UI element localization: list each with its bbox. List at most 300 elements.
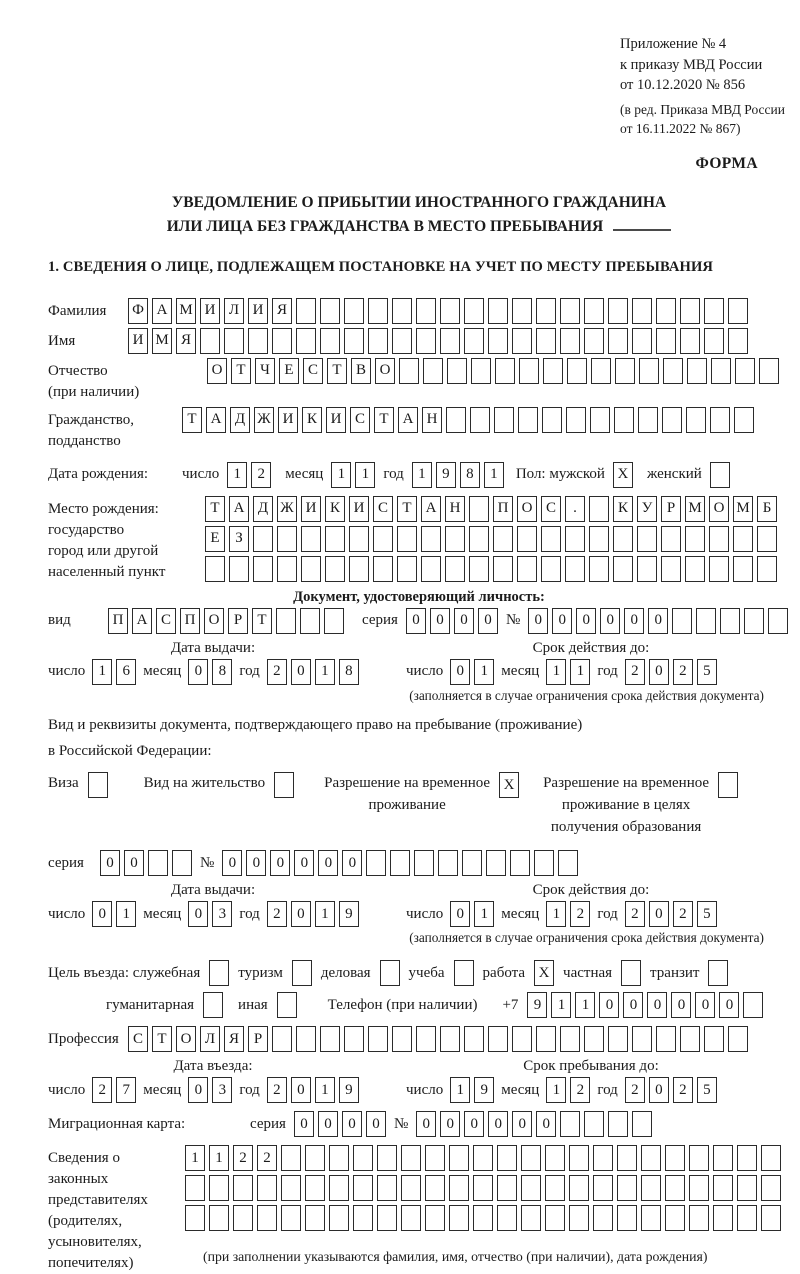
- char-cell[interactable]: 2: [625, 659, 645, 685]
- char-cell[interactable]: 9: [339, 901, 359, 927]
- char-cell[interactable]: [488, 1026, 508, 1052]
- char-cell[interactable]: [560, 328, 580, 354]
- char-cell[interactable]: [704, 1026, 724, 1052]
- char-cell[interactable]: [687, 358, 707, 384]
- char-cell[interactable]: 0: [528, 608, 548, 634]
- char-cell[interactable]: 9: [436, 462, 456, 488]
- char-cell[interactable]: [401, 1175, 421, 1201]
- char-cell[interactable]: Т: [205, 496, 225, 522]
- char-cell[interactable]: 0: [454, 608, 474, 634]
- char-cell[interactable]: [632, 298, 652, 324]
- char-cell[interactable]: О: [176, 1026, 196, 1052]
- char-cell[interactable]: 0: [464, 1111, 484, 1137]
- char-cell[interactable]: Т: [231, 358, 251, 384]
- char-cell[interactable]: 1: [551, 992, 571, 1018]
- char-cell[interactable]: [272, 328, 292, 354]
- char-cell[interactable]: [566, 407, 586, 433]
- char-cell[interactable]: Н: [422, 407, 442, 433]
- char-cell[interactable]: [425, 1205, 445, 1231]
- char-cell[interactable]: [233, 1205, 253, 1231]
- char-cell[interactable]: 1: [484, 462, 504, 488]
- char-cell[interactable]: [665, 1145, 685, 1171]
- char-cell[interactable]: [301, 556, 321, 582]
- char-cell[interactable]: [344, 298, 364, 324]
- char-cell[interactable]: 1: [412, 462, 432, 488]
- char-cell[interactable]: [661, 556, 681, 582]
- char-cell[interactable]: [353, 1205, 373, 1231]
- char-cell[interactable]: [329, 1205, 349, 1231]
- char-cell[interactable]: [713, 1205, 733, 1231]
- char-cell[interactable]: [497, 1205, 517, 1231]
- char-cell[interactable]: [608, 298, 628, 324]
- char-cell[interactable]: 1: [450, 1077, 470, 1103]
- char-cell[interactable]: [209, 1175, 229, 1201]
- char-cell[interactable]: [713, 1175, 733, 1201]
- char-cell[interactable]: 1: [355, 462, 375, 488]
- char-cell[interactable]: [397, 526, 417, 552]
- char-cell[interactable]: [368, 328, 388, 354]
- char-cell[interactable]: [761, 1205, 781, 1231]
- char-cell[interactable]: О: [517, 496, 537, 522]
- char-cell[interactable]: 8: [460, 462, 480, 488]
- char-cell[interactable]: С: [156, 608, 176, 634]
- char-cell[interactable]: [543, 358, 563, 384]
- char-cell[interactable]: [470, 407, 490, 433]
- char-cell[interactable]: И: [349, 496, 369, 522]
- char-cell[interactable]: К: [302, 407, 322, 433]
- residence-permit-checkbox[interactable]: [274, 772, 294, 798]
- char-cell[interactable]: М: [685, 496, 705, 522]
- char-cell[interactable]: 0: [648, 608, 668, 634]
- char-cell[interactable]: 0: [440, 1111, 460, 1137]
- char-cell[interactable]: [593, 1205, 613, 1231]
- char-cell[interactable]: [148, 850, 168, 876]
- char-cell[interactable]: 3: [212, 1077, 232, 1103]
- char-cell[interactable]: [632, 1111, 652, 1137]
- char-cell[interactable]: 0: [512, 1111, 532, 1137]
- char-cell[interactable]: 9: [527, 992, 547, 1018]
- char-cell[interactable]: [272, 1026, 292, 1052]
- char-cell[interactable]: Т: [374, 407, 394, 433]
- char-cell[interactable]: [469, 526, 489, 552]
- char-cell[interactable]: [209, 1205, 229, 1231]
- char-cell[interactable]: [615, 358, 635, 384]
- purpose-study-checkbox[interactable]: [454, 960, 474, 986]
- char-cell[interactable]: [401, 1205, 421, 1231]
- char-cell[interactable]: [438, 850, 458, 876]
- char-cell[interactable]: [488, 298, 508, 324]
- char-cell[interactable]: А: [152, 298, 172, 324]
- char-cell[interactable]: [757, 556, 777, 582]
- char-cell[interactable]: [536, 1026, 556, 1052]
- char-cell[interactable]: [680, 328, 700, 354]
- char-cell[interactable]: 2: [570, 901, 590, 927]
- char-cell[interactable]: З: [229, 526, 249, 552]
- char-cell[interactable]: Ф: [128, 298, 148, 324]
- char-cell[interactable]: [464, 298, 484, 324]
- char-cell[interactable]: [469, 556, 489, 582]
- char-cell[interactable]: [744, 608, 764, 634]
- char-cell[interactable]: [445, 556, 465, 582]
- char-cell[interactable]: [689, 1205, 709, 1231]
- char-cell[interactable]: 0: [552, 608, 572, 634]
- char-cell[interactable]: [257, 1205, 277, 1231]
- char-cell[interactable]: 0: [406, 608, 426, 634]
- char-cell[interactable]: Д: [230, 407, 250, 433]
- char-cell[interactable]: [446, 407, 466, 433]
- char-cell[interactable]: [641, 1145, 661, 1171]
- char-cell[interactable]: 8: [212, 659, 232, 685]
- char-cell[interactable]: [710, 407, 730, 433]
- char-cell[interactable]: А: [206, 407, 226, 433]
- char-cell[interactable]: [517, 526, 537, 552]
- char-cell[interactable]: [257, 1175, 277, 1201]
- char-cell[interactable]: 0: [416, 1111, 436, 1137]
- char-cell[interactable]: [518, 407, 538, 433]
- char-cell[interactable]: С: [128, 1026, 148, 1052]
- char-cell[interactable]: [521, 1205, 541, 1231]
- char-cell[interactable]: 0: [342, 1111, 362, 1137]
- purpose-official-checkbox[interactable]: [209, 960, 229, 986]
- char-cell[interactable]: [680, 298, 700, 324]
- char-cell[interactable]: Я: [224, 1026, 244, 1052]
- char-cell[interactable]: 1: [546, 901, 566, 927]
- char-cell[interactable]: 9: [339, 1077, 359, 1103]
- char-cell[interactable]: [733, 526, 753, 552]
- char-cell[interactable]: [425, 1145, 445, 1171]
- char-cell[interactable]: 1: [116, 901, 136, 927]
- char-cell[interactable]: 2: [233, 1145, 253, 1171]
- char-cell[interactable]: [510, 850, 530, 876]
- male-checkbox[interactable]: X: [613, 462, 633, 488]
- char-cell[interactable]: [449, 1145, 469, 1171]
- char-cell[interactable]: [608, 328, 628, 354]
- char-cell[interactable]: [353, 1145, 373, 1171]
- char-cell[interactable]: [253, 556, 273, 582]
- char-cell[interactable]: [296, 1026, 316, 1052]
- char-cell[interactable]: Т: [252, 608, 272, 634]
- char-cell[interactable]: 0: [695, 992, 715, 1018]
- char-cell[interactable]: С: [303, 358, 323, 384]
- char-cell[interactable]: 0: [647, 992, 667, 1018]
- char-cell[interactable]: Е: [279, 358, 299, 384]
- char-cell[interactable]: 0: [318, 850, 338, 876]
- char-cell[interactable]: [320, 298, 340, 324]
- char-cell[interactable]: [329, 1145, 349, 1171]
- char-cell[interactable]: [560, 1026, 580, 1052]
- char-cell[interactable]: [743, 992, 763, 1018]
- char-cell[interactable]: 0: [624, 608, 644, 634]
- char-cell[interactable]: О: [204, 608, 224, 634]
- char-cell[interactable]: [617, 1145, 637, 1171]
- char-cell[interactable]: М: [176, 298, 196, 324]
- purpose-transit-checkbox[interactable]: [708, 960, 728, 986]
- char-cell[interactable]: 0: [246, 850, 266, 876]
- char-cell[interactable]: [462, 850, 482, 876]
- char-cell[interactable]: 2: [625, 901, 645, 927]
- temp-residence-education-checkbox[interactable]: [718, 772, 738, 798]
- char-cell[interactable]: Я: [176, 328, 196, 354]
- char-cell[interactable]: [390, 850, 410, 876]
- char-cell[interactable]: [517, 556, 537, 582]
- char-cell[interactable]: [373, 556, 393, 582]
- char-cell[interactable]: [613, 526, 633, 552]
- char-cell[interactable]: [704, 298, 724, 324]
- char-cell[interactable]: 7: [116, 1077, 136, 1103]
- char-cell[interactable]: [584, 328, 604, 354]
- char-cell[interactable]: И: [326, 407, 346, 433]
- char-cell[interactable]: [512, 298, 532, 324]
- temp-residence-checkbox[interactable]: X: [499, 772, 519, 798]
- char-cell[interactable]: [473, 1205, 493, 1231]
- char-cell[interactable]: [735, 358, 755, 384]
- char-cell[interactable]: [696, 608, 716, 634]
- char-cell[interactable]: [253, 526, 273, 552]
- char-cell[interactable]: 3: [212, 901, 232, 927]
- char-cell[interactable]: Д: [253, 496, 273, 522]
- char-cell[interactable]: 8: [339, 659, 359, 685]
- char-cell[interactable]: [569, 1145, 589, 1171]
- char-cell[interactable]: 0: [124, 850, 144, 876]
- char-cell[interactable]: 0: [600, 608, 620, 634]
- char-cell[interactable]: [305, 1145, 325, 1171]
- char-cell[interactable]: 0: [430, 608, 450, 634]
- char-cell[interactable]: [440, 298, 460, 324]
- char-cell[interactable]: [638, 407, 658, 433]
- char-cell[interactable]: [329, 1175, 349, 1201]
- char-cell[interactable]: [277, 556, 297, 582]
- char-cell[interactable]: 2: [267, 901, 287, 927]
- purpose-work-checkbox[interactable]: X: [534, 960, 554, 986]
- char-cell[interactable]: [761, 1145, 781, 1171]
- char-cell[interactable]: 0: [649, 901, 669, 927]
- char-cell[interactable]: [565, 556, 585, 582]
- char-cell[interactable]: О: [375, 358, 395, 384]
- char-cell[interactable]: К: [613, 496, 633, 522]
- char-cell[interactable]: [613, 556, 633, 582]
- char-cell[interactable]: [662, 407, 682, 433]
- char-cell[interactable]: [497, 1145, 517, 1171]
- char-cell[interactable]: [185, 1205, 205, 1231]
- char-cell[interactable]: [521, 1145, 541, 1171]
- char-cell[interactable]: Н: [445, 496, 465, 522]
- char-cell[interactable]: [589, 556, 609, 582]
- char-cell[interactable]: [392, 298, 412, 324]
- char-cell[interactable]: 1: [570, 659, 590, 685]
- char-cell[interactable]: 0: [342, 850, 362, 876]
- char-cell[interactable]: О: [709, 496, 729, 522]
- char-cell[interactable]: 0: [478, 608, 498, 634]
- char-cell[interactable]: [392, 328, 412, 354]
- char-cell[interactable]: [542, 407, 562, 433]
- char-cell[interactable]: 1: [315, 901, 335, 927]
- char-cell[interactable]: [728, 1026, 748, 1052]
- char-cell[interactable]: 1: [474, 659, 494, 685]
- char-cell[interactable]: [494, 407, 514, 433]
- char-cell[interactable]: [713, 1145, 733, 1171]
- char-cell[interactable]: [449, 1175, 469, 1201]
- char-cell[interactable]: [449, 1205, 469, 1231]
- char-cell[interactable]: [737, 1175, 757, 1201]
- char-cell[interactable]: [493, 526, 513, 552]
- char-cell[interactable]: [761, 1175, 781, 1201]
- char-cell[interactable]: К: [325, 496, 345, 522]
- char-cell[interactable]: 1: [209, 1145, 229, 1171]
- char-cell[interactable]: [300, 608, 320, 634]
- char-cell[interactable]: 0: [649, 659, 669, 685]
- char-cell[interactable]: [632, 328, 652, 354]
- visa-checkbox[interactable]: [88, 772, 108, 798]
- char-cell[interactable]: [296, 328, 316, 354]
- char-cell[interactable]: И: [278, 407, 298, 433]
- char-cell[interactable]: Б: [757, 496, 777, 522]
- char-cell[interactable]: [421, 526, 441, 552]
- char-cell[interactable]: 2: [673, 659, 693, 685]
- char-cell[interactable]: 1: [474, 901, 494, 927]
- char-cell[interactable]: В: [351, 358, 371, 384]
- char-cell[interactable]: .: [565, 496, 585, 522]
- char-cell[interactable]: [632, 1026, 652, 1052]
- char-cell[interactable]: [617, 1175, 637, 1201]
- char-cell[interactable]: 9: [474, 1077, 494, 1103]
- char-cell[interactable]: Т: [327, 358, 347, 384]
- char-cell[interactable]: [397, 556, 417, 582]
- char-cell[interactable]: П: [493, 496, 513, 522]
- char-cell[interactable]: 2: [92, 1077, 112, 1103]
- char-cell[interactable]: 1: [92, 659, 112, 685]
- char-cell[interactable]: 0: [294, 1111, 314, 1137]
- char-cell[interactable]: [709, 556, 729, 582]
- char-cell[interactable]: [473, 1145, 493, 1171]
- char-cell[interactable]: [536, 328, 556, 354]
- char-cell[interactable]: Т: [397, 496, 417, 522]
- char-cell[interactable]: [512, 1026, 532, 1052]
- char-cell[interactable]: М: [733, 496, 753, 522]
- char-cell[interactable]: 5: [697, 901, 717, 927]
- char-cell[interactable]: С: [350, 407, 370, 433]
- char-cell[interactable]: [584, 1026, 604, 1052]
- char-cell[interactable]: [569, 1175, 589, 1201]
- char-cell[interactable]: 0: [291, 659, 311, 685]
- char-cell[interactable]: [512, 328, 532, 354]
- char-cell[interactable]: 0: [450, 901, 470, 927]
- char-cell[interactable]: 0: [488, 1111, 508, 1137]
- char-cell[interactable]: 0: [294, 850, 314, 876]
- char-cell[interactable]: 1: [315, 659, 335, 685]
- char-cell[interactable]: [416, 1026, 436, 1052]
- char-cell[interactable]: [493, 556, 513, 582]
- char-cell[interactable]: [656, 298, 676, 324]
- char-cell[interactable]: [641, 1175, 661, 1201]
- char-cell[interactable]: [591, 358, 611, 384]
- char-cell[interactable]: 1: [546, 659, 566, 685]
- char-cell[interactable]: [569, 1205, 589, 1231]
- char-cell[interactable]: [320, 328, 340, 354]
- char-cell[interactable]: [248, 328, 268, 354]
- char-cell[interactable]: 6: [116, 659, 136, 685]
- char-cell[interactable]: 0: [719, 992, 739, 1018]
- char-cell[interactable]: [711, 358, 731, 384]
- char-cell[interactable]: [608, 1026, 628, 1052]
- char-cell[interactable]: [641, 1205, 661, 1231]
- char-cell[interactable]: [497, 1175, 517, 1201]
- char-cell[interactable]: 5: [697, 1077, 717, 1103]
- char-cell[interactable]: [281, 1175, 301, 1201]
- char-cell[interactable]: И: [301, 496, 321, 522]
- char-cell[interactable]: [614, 407, 634, 433]
- char-cell[interactable]: [416, 298, 436, 324]
- char-cell[interactable]: [656, 328, 676, 354]
- char-cell[interactable]: [519, 358, 539, 384]
- char-cell[interactable]: [521, 1175, 541, 1201]
- char-cell[interactable]: [545, 1205, 565, 1231]
- char-cell[interactable]: [416, 328, 436, 354]
- char-cell[interactable]: 1: [185, 1145, 205, 1171]
- char-cell[interactable]: [593, 1145, 613, 1171]
- char-cell[interactable]: [296, 298, 316, 324]
- char-cell[interactable]: [665, 1175, 685, 1201]
- purpose-humanitarian-checkbox[interactable]: [203, 992, 223, 1018]
- char-cell[interactable]: [440, 328, 460, 354]
- char-cell[interactable]: [759, 358, 779, 384]
- char-cell[interactable]: [421, 556, 441, 582]
- char-cell[interactable]: Я: [272, 298, 292, 324]
- char-cell[interactable]: Ж: [277, 496, 297, 522]
- purpose-private-checkbox[interactable]: [621, 960, 641, 986]
- char-cell[interactable]: [757, 526, 777, 552]
- char-cell[interactable]: 1: [227, 462, 247, 488]
- char-cell[interactable]: [464, 1026, 484, 1052]
- char-cell[interactable]: [656, 1026, 676, 1052]
- char-cell[interactable]: [685, 556, 705, 582]
- char-cell[interactable]: У: [637, 496, 657, 522]
- char-cell[interactable]: [349, 526, 369, 552]
- char-cell[interactable]: [469, 496, 489, 522]
- char-cell[interactable]: Л: [224, 298, 244, 324]
- char-cell[interactable]: [324, 608, 344, 634]
- char-cell[interactable]: [637, 556, 657, 582]
- char-cell[interactable]: [608, 1111, 628, 1137]
- char-cell[interactable]: [349, 556, 369, 582]
- char-cell[interactable]: [440, 1026, 460, 1052]
- char-cell[interactable]: [377, 1175, 397, 1201]
- char-cell[interactable]: Т: [152, 1026, 172, 1052]
- char-cell[interactable]: [401, 1145, 421, 1171]
- char-cell[interactable]: Т: [182, 407, 202, 433]
- char-cell[interactable]: 2: [673, 901, 693, 927]
- char-cell[interactable]: 0: [100, 850, 120, 876]
- char-cell[interactable]: [344, 1026, 364, 1052]
- char-cell[interactable]: [663, 358, 683, 384]
- char-cell[interactable]: 0: [599, 992, 619, 1018]
- char-cell[interactable]: [495, 358, 515, 384]
- char-cell[interactable]: 0: [576, 608, 596, 634]
- char-cell[interactable]: [590, 407, 610, 433]
- char-cell[interactable]: [584, 1111, 604, 1137]
- char-cell[interactable]: 2: [673, 1077, 693, 1103]
- char-cell[interactable]: [392, 1026, 412, 1052]
- char-cell[interactable]: 0: [222, 850, 242, 876]
- char-cell[interactable]: [545, 1175, 565, 1201]
- char-cell[interactable]: [565, 526, 585, 552]
- char-cell[interactable]: С: [541, 496, 561, 522]
- purpose-other-checkbox[interactable]: [277, 992, 297, 1018]
- char-cell[interactable]: [325, 556, 345, 582]
- char-cell[interactable]: [172, 850, 192, 876]
- char-cell[interactable]: [224, 328, 244, 354]
- char-cell[interactable]: [593, 1175, 613, 1201]
- char-cell[interactable]: [344, 328, 364, 354]
